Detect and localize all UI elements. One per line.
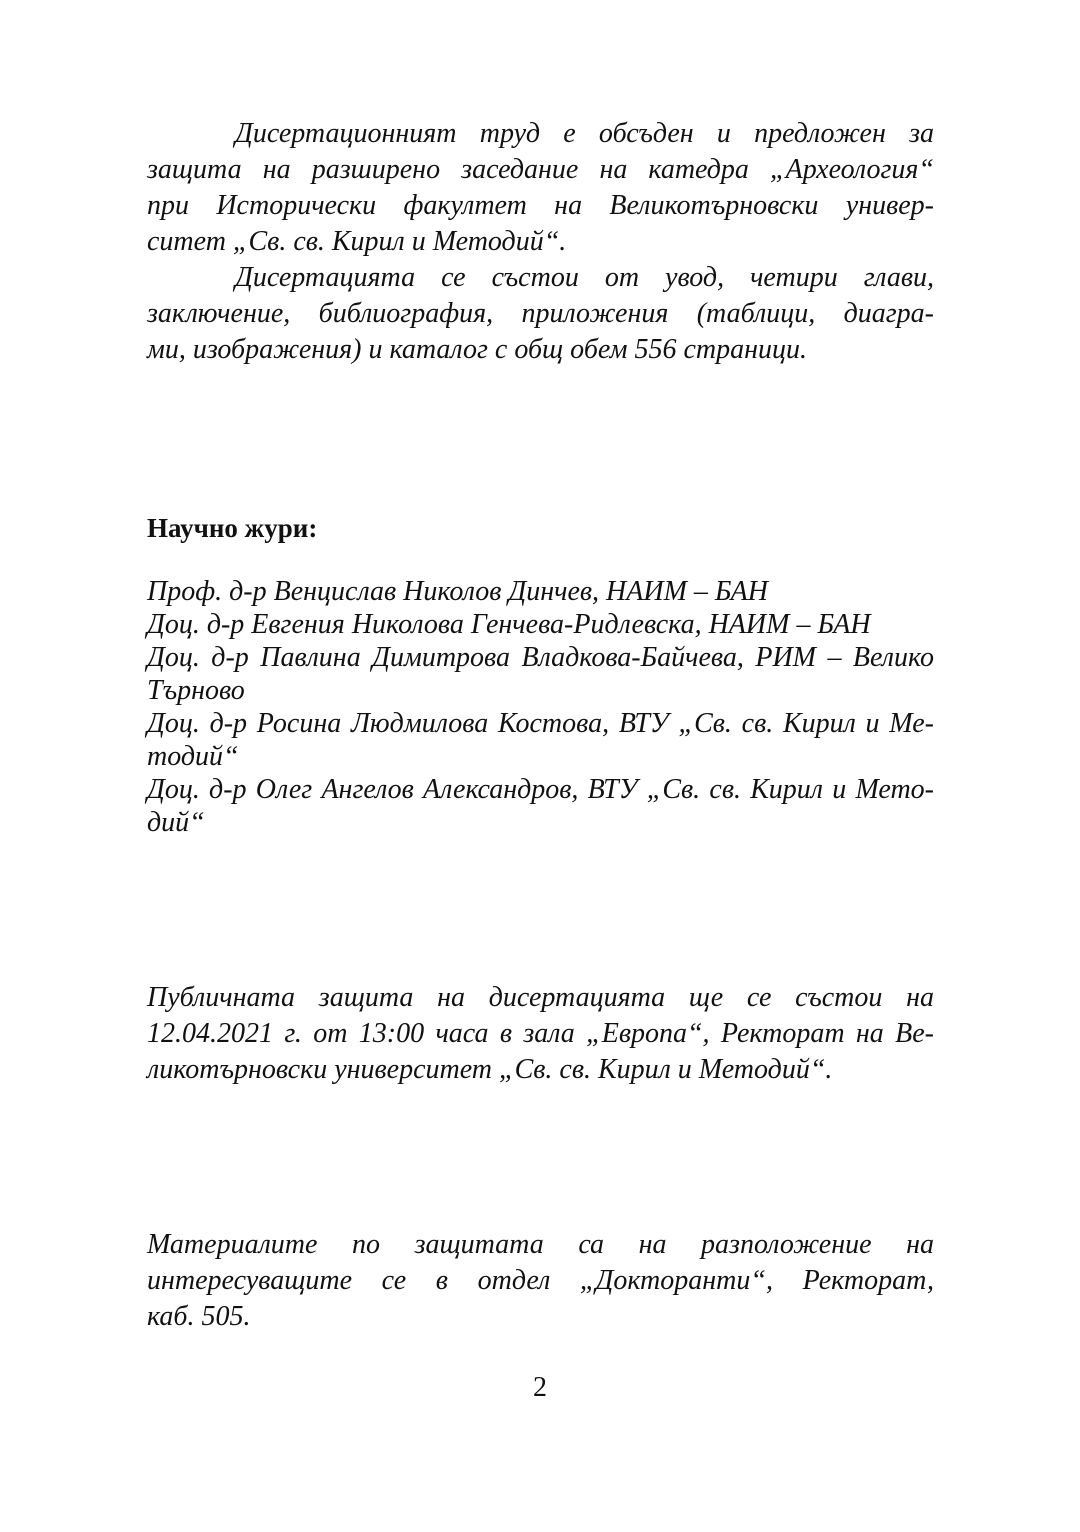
defense-line: 12.04.2021 г. от 13:00 часа в зала „Европа“, Ректорат на Ве- xyxy=(147,1018,934,1049)
defense-line: ликотърновски университет „Св. св. Кирил и Методий“. xyxy=(147,1054,833,1085)
jury-member-continued: дий“ xyxy=(147,807,205,838)
jury-heading: Научно жури: xyxy=(147,513,318,543)
page-number: 2 xyxy=(533,1372,547,1403)
intro-line: Дисертацията се състои от увод, четири глави, xyxy=(235,262,934,293)
intro-line: при Исторически факултет на Великотърновски универ- xyxy=(147,190,934,221)
materials-line: интересуващите се в отдел „Докторанти“, Ректорат, xyxy=(147,1265,934,1296)
jury-member: Доц. д-р Росина Людмилова Костова, ВТУ „Св. св. Кирил и Ме- xyxy=(147,708,934,739)
intro-line: заключение, библиография, приложения (таблици, диагра- xyxy=(147,298,934,329)
intro-line: Дисертационният труд е обсъден и предложен за xyxy=(235,118,934,149)
intro-line: защита на разширено заседание на катедра „Археология“ xyxy=(147,154,934,185)
materials-line: каб. 505. xyxy=(147,1301,251,1332)
materials-line: Материалите по защитата са на разположение на xyxy=(147,1229,934,1260)
jury-member: Доц. д-р Евгения Николова Генчева-Ридлевска, НАИМ – БАН xyxy=(147,609,871,640)
jury-member: Доц. д-р Павлина Димитрова Владкова-Байчева, РИМ – Велико xyxy=(147,642,934,673)
jury-member-continued: Търново xyxy=(147,675,245,706)
jury-member: Проф. д-р Венцислав Николов Динчев, НАИМ – БАН xyxy=(147,576,769,607)
jury-member-continued: тодий“ xyxy=(147,741,239,772)
defense-line: Публичната защита на дисертацията ще се състои на xyxy=(147,982,934,1013)
intro-line: ситет „Св. св. Кирил и Методий“. xyxy=(147,226,567,257)
jury-member: Доц. д-р Олег Ангелов Александров, ВТУ „Св. св. Кирил и Мето- xyxy=(147,774,934,805)
intro-line: ми, изображения) и каталог с общ обем 556 страници. xyxy=(147,334,808,365)
